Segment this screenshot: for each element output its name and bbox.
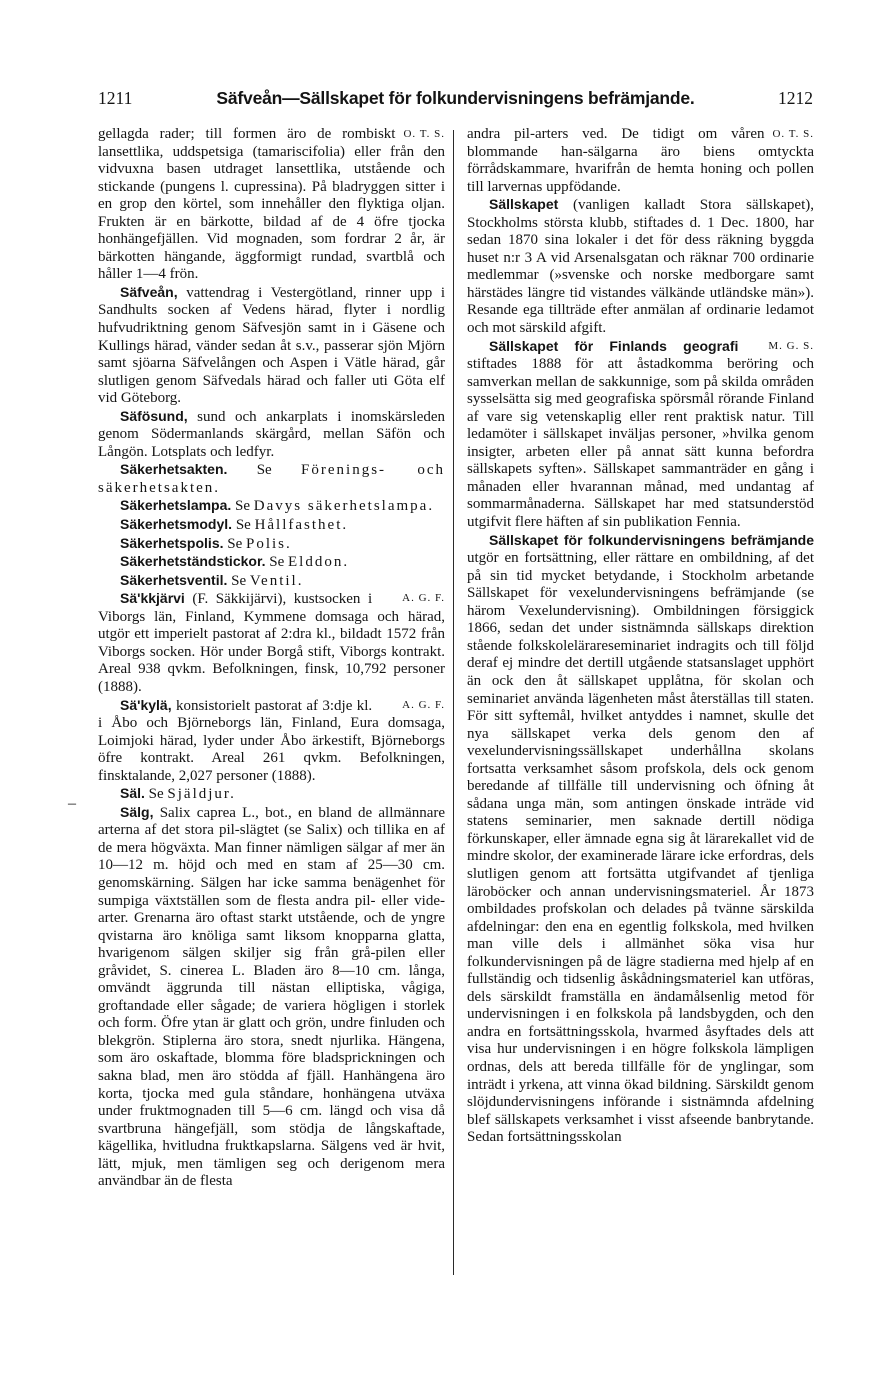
article-entry	[98, 553, 445, 572]
margin-mark: ‒	[68, 795, 76, 812]
entry-headword: Säkerhetsventil.	[120, 571, 228, 588]
entry-headword: Sä'kylä,	[120, 696, 172, 713]
cross-reference: Ventil.	[249, 572, 304, 589]
entry-headword: Säfveån,	[120, 283, 178, 300]
entry-text: Salix caprea L., bot., en bland de allmännare arterna af det stora pil-slägtet (se Salix) och tillika en af de mera högväxta. Man finner nämligen sälgar af mer än 10—12 m. höjd och med en stam af 25—30 cm. genomskärning. Sälgen har icke samma benägenhet för sumpiga växtställen som de flesta andra pil- eller vide-arter. Grenarna äro oftast starkt utstående, och de yngre qvistarna äro knöliga samt liksom knopparna glatta, hvarigenom sälgen skiljer sig från grå-pilen eller gråvidet, S. cinerea L. Bladen äro 8—10 cm. långa, omvändt äggrunda till nästan elliptiska, vågiga, groftandade eller sågade; de variera högligen i storlek och form. Öfre ytan är glatt och grön, undre finluden och blekgrön. Stiplerna äro stora, snedt njurlika. Hängena, som äro oskaftade, blomma före bladsprickningen och sakna blad, men äro stödda af fjäll. Hanhängena äro korta, tjocka med gula ståndare, honhängena utväxa under fruktmognaden till 5—6 cm. längd och visa då svartbruna hängefjäll, som stödja de långskaftade, kägellika, hvitludna fruktkapslarna. Sälgens ved är hvit, lätt, mjuk, men tämligen seg och derigenom mera användbar än de flesta	[98, 804, 446, 1190]
cross-reference: Förenings- och säkerhetsakten.	[98, 462, 445, 496]
entry-text: Se	[148, 786, 164, 803]
article-entry	[98, 126, 445, 284]
article-entry	[98, 785, 445, 804]
entry-headword: Sälg,	[120, 803, 154, 820]
entry-text: sund och ankarplats i inomskärsleden genom Södermanlands skärgård, mellan Säfön och Långön. Lotsplats och ledfyr.	[98, 408, 446, 460]
entry-text: Se	[235, 517, 251, 534]
entry-headword: Säkerhetspolis.	[120, 534, 224, 551]
entry-signature: O. T. S.	[403, 128, 445, 140]
article-entry	[98, 590, 445, 696]
page-number-left: 1211	[98, 88, 133, 108]
article-entry	[98, 804, 445, 1191]
entry-signature: A. G. F.	[402, 592, 445, 605]
cross-reference: Elddon.	[288, 554, 350, 571]
cross-reference: Hållfasthet.	[254, 517, 349, 534]
entry-headword: Sä'kkjärvi	[120, 590, 185, 607]
article-entry	[98, 572, 445, 591]
article-entry	[467, 338, 814, 532]
entry-text: (F. Säkkijärvi), kustsocken i Viborgs län, Finland, Kymmene domsaga och härad, utgör ett imperielt pastorat af 2:dra kl., bildadt 1572 från Viborgs socken. Hör under Borgå stift, Viborgs kontrakt. Areal 938 qvkm. Befolkningen, finsk, 10,792 personer (1888).	[98, 591, 445, 695]
article-entry	[467, 126, 814, 196]
entry-text: andra pil-arters ved. De tidigt om våren blommande han-sälgarna äro biens omtyckta förrådskammare, hvarifrån de hemta honing och pollen till larvernas uppfödande.	[467, 126, 814, 195]
entry-headword: Säfösund,	[120, 407, 188, 424]
entry-headword: Säkerhetsmodyl.	[120, 516, 233, 533]
article-entry	[98, 497, 445, 516]
entry-headword: Säl.	[120, 785, 145, 802]
right-column	[467, 126, 814, 1147]
cross-reference: Själdjur.	[167, 786, 236, 803]
running-header	[98, 88, 813, 116]
entry-text: Se	[227, 535, 243, 552]
entry-signature: O. T. S.	[772, 128, 814, 140]
entry-signature: A. G. F.	[402, 698, 445, 711]
article-entry	[98, 697, 445, 786]
article-entry	[98, 408, 445, 462]
entry-headword: Säkerhetsakten.	[120, 461, 228, 478]
article-entry	[467, 532, 814, 1147]
entry-headword: Säkerhetslampa.	[120, 497, 232, 514]
entry-text: (vanligen kalladt Stora sällskapet), Stockholms största klubb, stiftades d. 1 Dec. 1800, har sedan 1870 sina lokaler i det för dess räkning byggda huset n:r 3 A vid Arsenalsgatan och räknar 700 ordinarie medlemmar (»svenske och norske medborgare samt härstädes längre tid vistandes välkände utländske män»). Resande ega tillträde efter anmälan af ordinarie ledamot och mot särskild afgift.	[467, 197, 815, 337]
entry-text: Se	[231, 572, 247, 589]
entry-text: Se	[269, 554, 285, 571]
entry-text: konsistorielt pastorat af 3:dje kl. i Åbo och Björneborgs län, Finland, Eura domsaga, Loimjoki härad, lyder under Åbo ärkestift, Björneborgs öfre kontrakt. Areal 261 qvkm. Befolkningen, finsktalande, 2,027 personer (1888).	[98, 697, 445, 784]
entry-text: gellagda rader; till formen äro de rombiskt lansettlika, uddspetsiga (tamariscifolia) eller från den vidvuxna basen utdraget lansettlika, utstående och stickande (pungens l. cupressina). På bladryggen sitter i en grop den körtel, som innehåller den flyktiga oljan. Frukten är en bärkotte, bildad af de 4 öfre tjocka honhängefjällen. Vid mognaden, som fordrar 2 år, är bärkotten hängande, äggformigt rundad, svartblå och håller 1—4 frön.	[98, 126, 445, 283]
article-entry	[98, 461, 445, 497]
entry-headword: Sällskapet för Finlands geografi	[489, 337, 739, 354]
article-entry	[98, 535, 445, 554]
entry-text: stiftades 1888 för att åstadkomma beröring och samverkan mellan de sakkunnige, som på skilda områden sysselsätta sig med geografiska spörsmål rörande Finland af vare sig vetenskaplig eller rent praktisk natur. Till ledamöter i sällskapet inväljas personer, »hvilka genom insigter, arbeten eller på annat sätt kunna befordra sällskapets syften». Sällskapet sammanträder en gång i månaden eller hvarannan månad, med undantag af sommarmånaderna. Sällskapet har med statsunderstöd utgifvit flere häften af sin publikation Fennia.	[467, 356, 814, 531]
entry-signature: M. G. S.	[768, 339, 814, 352]
cross-reference: Polis.	[246, 535, 292, 552]
entry-headword: Säkerhetständstickor.	[120, 553, 266, 570]
entry-text: utgör en fortsättning, eller rättare en ombildning, af det på sin tid mycket betydande, i Stockholm arbetande Sällskapet för vexelundervisningens befrämjande (se härom Vexelundervisning). Ombildningen försiggick 1866, sedan det under sistnämnda sällskaps direktion stående folkskolelärareseminariet indragits och till följd deraf ej mindre det dertill utgående statsanslaget upphört än ock den åt sällskapet upplåtna, för skolan och seminariet använda lägenheten måst återställas till staten. För sitt syftemål, hvilket antyddes i namnet, skulle det nya sällskapet verka dels genom den af vexelundervisningssällskapet underhållna skolans fortsatta verksamhet såsom profskola, dels ock genom beredande af tillfälle till undervisning och öfning åt sådana unga män, som antingen önskade inträde vid statens seminarier, men saknade dertill nödiga förkunskaper, eller ämnade egna sig åt lärarekallet vid de mindre skolor, der examinerade lärare icke erfordras, dels slutligen genom att fortsätta utgifvandet af tjenliga läroböcker och annan undervisningsmateriel. År 1873 ombildades profskolan och delades på tvänne särskilda afdelningar: den ena en egentlig folkskola, med hvilken man ville dels i allmänhet söka visa hur folkundervisningen på de lägre stadierna med hjelp af en fullständig och tidsenlig åskådningsmateriel kan utföras, dels särskildt framställa en ändamålsenlig metod för undervisningen i en folkskola på landsbygden, och den andra en fortsättningsskola, hvarmed åsyftades dels att visa hur undervisningen i en högre folkskola lämpligen ordnas, dels att bereda tillfälle för de ynglingar, som inträdt i yrkena, att vinna ökad bildning. Särskildt genom slöjdundervisningens införande i sistnämnda afdelning blef sällskapets verksamhet i visst afseende banbrytande. Sedan fortsättningsskolan	[467, 550, 814, 1146]
page-number-right: 1212	[778, 88, 813, 108]
entry-text: vattendrag i Vestergötland, rinner upp i Sandhults socken af Vedens härad, flyter i nordlig hufvudriktning genom Säfvesjön samt in i Gäsene och Kullings härad, vänder sedan åt s.v., passerar sjön Mjörn samt sjöarna Säfvelången och Aspen i Vätle härad, går slutligen genom Säfvedals härad och faller uti Göta elf vid Göteborg.	[98, 284, 446, 407]
entry-headword: Sällskapet	[489, 196, 559, 213]
article-entry	[98, 516, 445, 535]
entry-headword: Sällskapet för folkundervisningens befrämjande	[489, 531, 814, 548]
left-column	[98, 126, 445, 1191]
entry-text: Se	[235, 498, 251, 515]
running-title: Säfveån—Sällskapet för folkundervisningens befrämjande.	[216, 88, 695, 108]
column-divider	[453, 130, 454, 1275]
article-entry	[98, 284, 445, 408]
cross-reference: Davys säkerhetslampa.	[253, 498, 435, 515]
article-entry	[467, 196, 814, 337]
entry-text: Se	[256, 462, 272, 479]
